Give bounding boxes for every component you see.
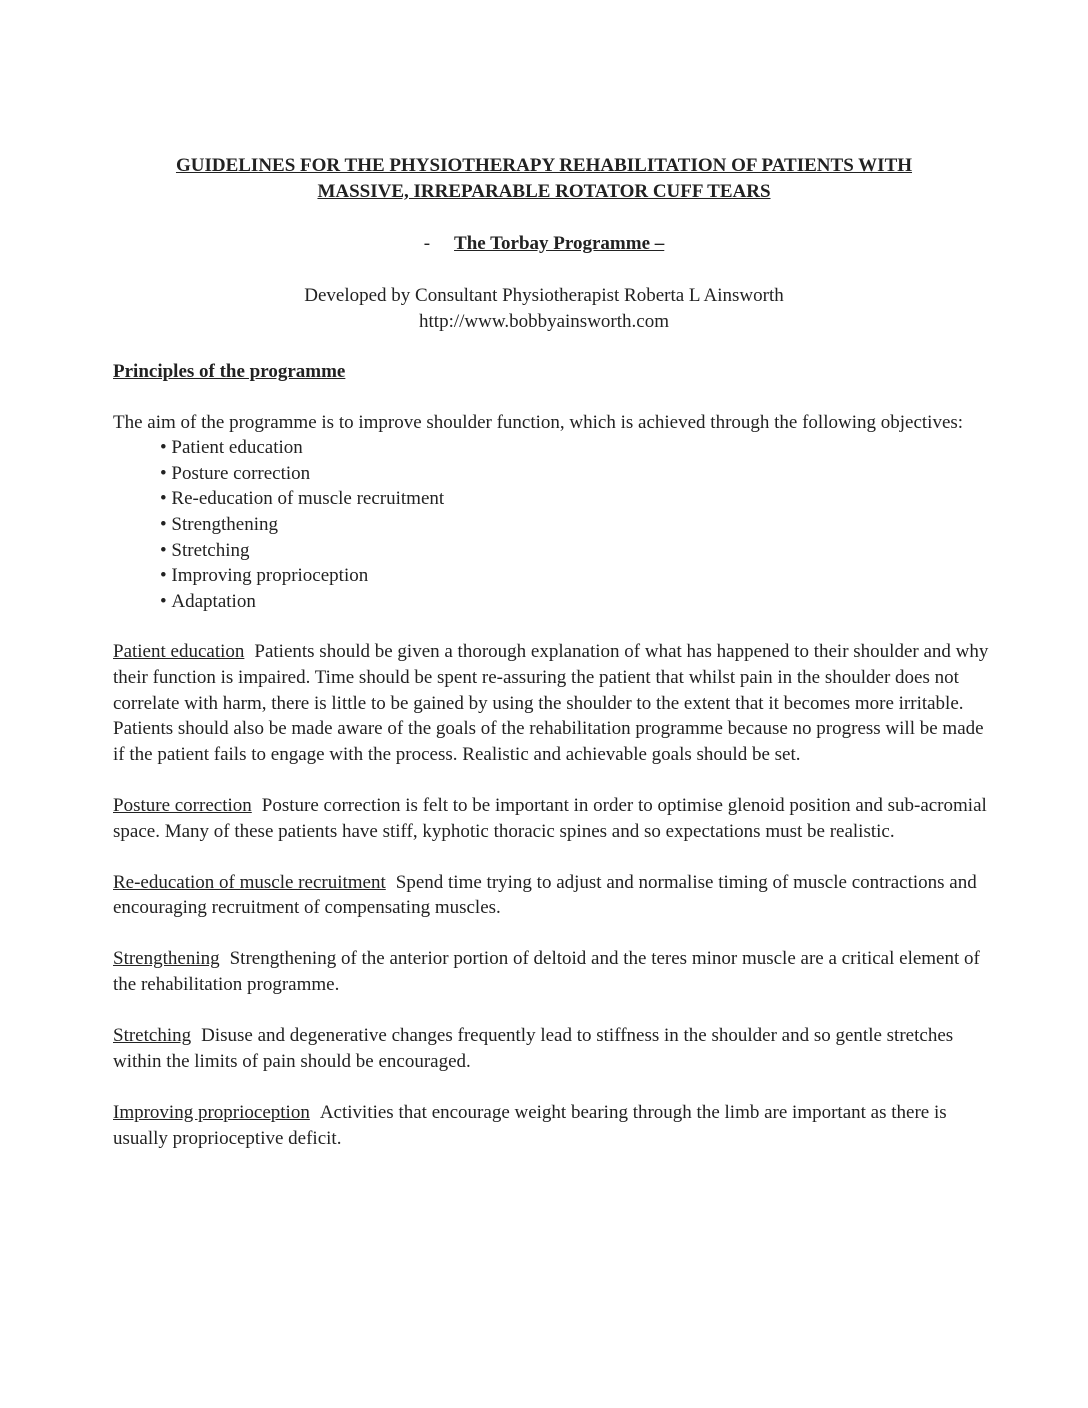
section-heading: Principles of the programme xyxy=(113,361,346,382)
subtitle-text: The Torbay Programme – xyxy=(454,233,665,254)
paragraph-muscle-recruitment xyxy=(113,870,993,921)
paragraph-text: Activities that encourage weight bearing through the limb are important as there is usually proprioceptive deficit. xyxy=(113,1102,947,1149)
list-item: • Improving proprioception xyxy=(160,563,993,589)
paragraph-text: Strengthening of the anterior portion of deltoid and the teres minor muscle are a critical element of the rehabilitation programme. xyxy=(113,948,980,996)
objectives-list xyxy=(113,435,993,614)
paragraph-text: Posture correction is felt to be important in order to optimise glenoid position and sub-acromial space. Many of these patients have stiff, kyphotic thoracic spines and so expectations must be realistic. xyxy=(113,794,987,842)
paragraph-label: Patient education xyxy=(113,641,245,663)
author-block xyxy=(100,283,988,334)
developed-by: Developed by Consultant Physiotherapist Roberta L Ainsworth xyxy=(304,285,784,306)
paragraph-stretching xyxy=(113,1023,993,1074)
paragraph-text: Spend time trying to adjust and normalise timing of muscle contractions and encouraging recruitment of compensating muscles. xyxy=(113,871,977,919)
paragraph-text: Patients should be given a thorough explanation of what has happened to their shoulder and why their function is impaired. Time should be spent re-assuring the patient that whilst pain in the shoulder does not correlate with harm, there is little to be gained by using the shoulder to the extent that it becomes more irritable. Patients should also be made aware of the goals of the rehabilitation programme because no progress will be made if the patient fails to engage with the process. Realistic and achievable goals should be set. xyxy=(113,641,989,765)
paragraph-proprioception xyxy=(113,1100,993,1151)
list-item: • Posture correction xyxy=(160,461,993,487)
title-line-2: MASSIVE, IRREPARABLE ROTATOR CUFF TEARS xyxy=(317,181,771,202)
intro-paragraph: The aim of the programme is to improve shoulder function, which is achieved through the following objectives: xyxy=(113,411,964,433)
paragraph-strengthening xyxy=(113,946,993,997)
paragraph-label: Posture correction xyxy=(113,794,252,816)
document-body xyxy=(113,359,993,1177)
list-item: • Re-education of muscle recruitment xyxy=(160,486,993,512)
document-title xyxy=(100,153,988,205)
paragraph-label: Re-education of muscle recruitment xyxy=(113,871,386,893)
paragraph-label: Strengthening xyxy=(113,948,220,970)
document-subtitle xyxy=(100,231,988,257)
paragraph-label: Improving proprioception xyxy=(113,1102,310,1124)
list-item: • Patient education xyxy=(160,435,993,461)
list-item: • Stretching xyxy=(160,538,993,564)
website-url: http://www.bobbyainsworth.com xyxy=(419,310,669,332)
subtitle-dash: - xyxy=(423,233,431,254)
paragraph-posture-correction xyxy=(113,793,993,844)
paragraph-text: Disuse and degenerative changes frequently lead to stiffness in the shoulder and so gentle stretches within the limits of pain should be encouraged. xyxy=(113,1025,954,1072)
list-item: • Strengthening xyxy=(160,512,993,538)
title-line-1: GUIDELINES FOR THE PHYSIOTHERAPY REHABILITATION OF PATIENTS WITH xyxy=(175,155,913,176)
list-item: • Adaptation xyxy=(160,589,993,615)
paragraph-patient-education xyxy=(113,639,993,767)
paragraph-label: Stretching xyxy=(113,1025,192,1047)
